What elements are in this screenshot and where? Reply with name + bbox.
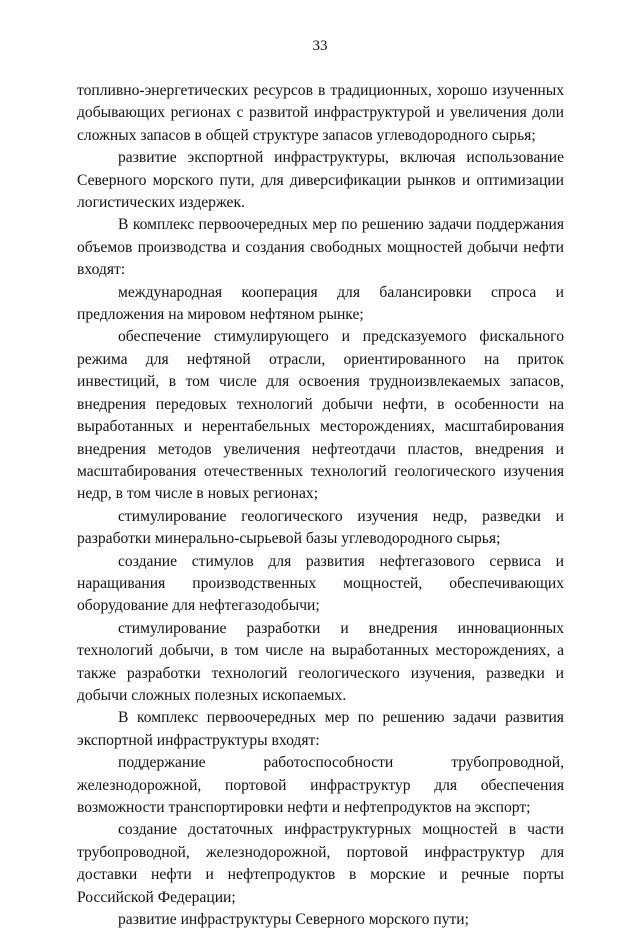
paragraph-production-measures-intro: В комплекс первоочередных мер по решению задачи поддержания объемов производства и создания свободных мощностей добычи нефти входят: — [77, 216, 564, 279]
paragraph-oilfield-service: создание стимулов для развития нефтегазового сервиса и наращивания производственных мощностей, обеспечивающих оборудование для нефтегазодобычи; — [77, 552, 564, 615]
paragraph-international-cooperation: международная кооперация для балансировки спроса и предложения на мировом нефтяном рынке; — [77, 283, 564, 324]
document-body — [77, 80, 564, 931]
paragraph-innovation-technologies: стимулирование разработки и внедрения инновационных технологий добычи, в том числе на выработанных месторождениях, а также разработки технологий геологического изучения, разведки и добычи сложных полезных ископаемых. — [77, 619, 564, 704]
paragraph-northern-sea-route: развитие инфраструктуры Северного морского пути; — [118, 911, 469, 929]
page-number: 33 — [312, 38, 328, 54]
paragraph-export-infrastructure-goal: развитие экспортной инфраструктуры, включая использование Северного морского пути, для диверсификации рынков и оптимизации логистических издержек. — [77, 149, 564, 212]
paragraph-infrastructure-capacity: создание достаточных инфраструктурных мощностей в части трубопроводной, железнодорожной, портовой инфраструктур для доставки нефти и нефтепродуктов в морские и речные порты Российской Федерации; — [77, 821, 564, 906]
paragraph-continuation: топливно-энергетических ресурсов в традиционных, хорошо изученных добывающих регионах с развитой инфраструктурой и увеличения доли сложных запасов в общей структуре запасов углеводородного сырья; — [77, 82, 564, 144]
paragraph-infrastructure-maintenance: поддержание работоспособности трубопроводной, железнодорожной, портовой инфраструктур для обеспечения возможности транспортировки нефти и нефтепродуктов на экспорт; — [77, 754, 564, 816]
paragraph-geological-study: стимулирование геологического изучения недр, разведки и разработки минерально-сырьевой базы углеводородного сырья; — [77, 507, 564, 548]
paragraph-fiscal-regime: обеспечение стимулирующего и предсказуемого фискального режима для нефтяной отрасли, ориентированного на приток инвестиций, в том числе для освоения трудноизвлекаемых запасов, внедрения передовых технологий добычи нефти, в особенности на выработанных и нерентабельных месторождениях, масштабирования внедрения методов увеличения нефтеотдачи пластов, внедрения и масштабирования отечественных технологий геологического изучения недр, в том числе в новых регионах; — [77, 328, 564, 503]
paragraph-export-measures-intro: В комплекс первоочередных мер по решению задачи развития экспортной инфраструктуры входят: — [77, 709, 564, 749]
